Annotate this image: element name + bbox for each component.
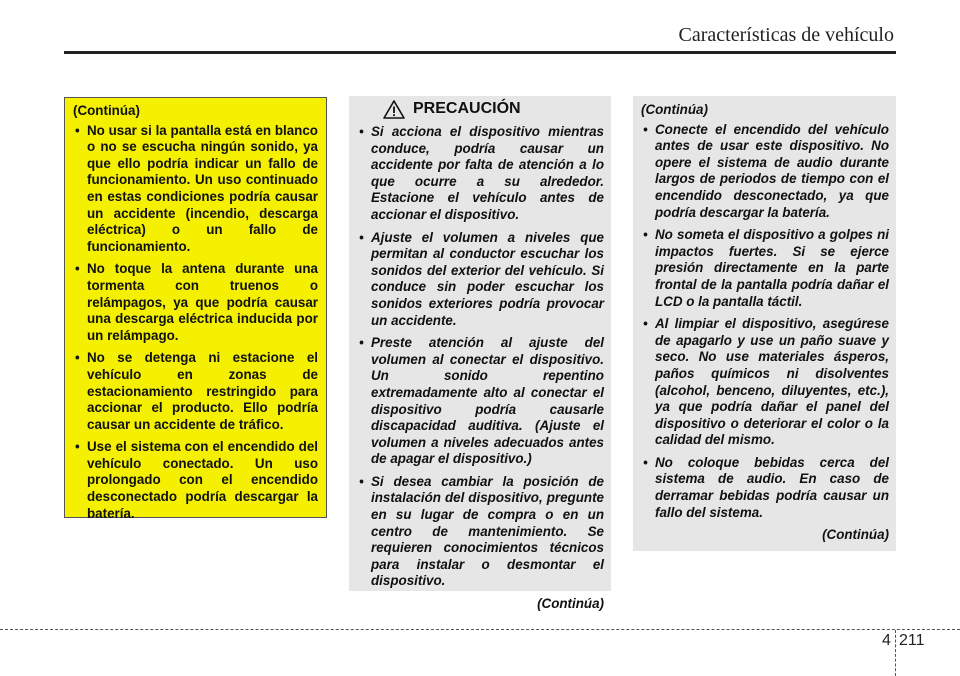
header-rule [64, 51, 896, 54]
page-separator [895, 630, 897, 676]
list-item: • Al limpiar el dispositivo, asegúrese de apagarlo y use un paño suave y seco. No use materiales ásperos, paños químicos ni disolventes (alcohol, benceno, diluyentes, etc.), ya que podría dañar el panel del dispositivo o deteriorar el color o la calidad del mismo. [641, 316, 889, 449]
continued-label: (Continúa) [641, 102, 708, 117]
page-number: 211 [899, 632, 925, 649]
precaution-list [357, 124, 604, 590]
list-item: • No coloque bebidas cerca del sistema de audio. En caso de derramar bebidas podría causar un fallo del sistema. [641, 455, 889, 521]
continued-label: (Continúa) [73, 103, 140, 118]
precaution-continued-list [641, 122, 889, 522]
continued-label: (Continúa) [822, 527, 889, 543]
list-item: • Si acciona el dispositivo mientras conduce, podría causar un accidente por falta de atención a lo que ocurre a su alrededor. Estacione el vehículo antes de accionar el dispositivo. [357, 124, 604, 224]
warning-triangle-icon [383, 100, 405, 119]
caution-continued-box [64, 97, 327, 521]
precaution-heading: PRECAUCIÓN [413, 100, 521, 118]
list-item: • No usar si la pantalla está en blanco o no se escucha ningún sonido, ya que ello podría indicar un fallo de funcionamiento. Un uso continuado en estas condiciones podría causar un accidente (incendio, descarga eléctrica) o un fallo de funcionamiento. [73, 123, 318, 256]
list-item: • No someta el dispositivo a golpes ni impactos fuertes. Si se ejerce presión directamente en la parte frontal de la pantalla podría dañar el LCD o la pantalla táctil. [641, 227, 889, 310]
list-item: • Ajuste el volumen a niveles que permitan al conductor escuchar los sonidos del exterior del vehículo. Si conduce sin poder escuchar los sonidos exteriores podría provocar un accidente. [357, 230, 604, 330]
precaution-continued-box [633, 96, 896, 551]
header-title: Características de vehículo [678, 24, 894, 46]
list-item: • No se detenga ni estacione el vehículo en zonas de estacionamiento restringido para accionar el producto. Ello podría causar un accidente de tráfico. [73, 350, 318, 433]
chapter-number: 4 [882, 632, 891, 649]
precaution-box [349, 96, 611, 612]
continued-label: (Continúa) [537, 596, 604, 612]
caution-list [73, 123, 318, 523]
list-item: • Conecte el encendido del vehículo antes de usar este dispositivo. No opere el sistema de audio durante largos de periodos de tiempo con el encendido desconectado, ya que podría descargar la batería. [641, 122, 889, 222]
list-item: • Si desea cambiar la posición de instalación del dispositivo, pregunte en su lugar de compra o en un centro de mantenimiento. Se requieren conocimientos técnicos para instalar o desmontar el dispositivo. [357, 474, 604, 590]
list-item: • No toque la antena durante una tormenta con truenos o relámpagos, ya que podría causar una descarga eléctrica inducida por un relámpago. [73, 261, 318, 344]
precaution-heading-row [383, 100, 604, 119]
list-item: • Preste atención al ajuste del volumen al conectar el dispositivo. Un sonido repentino extremadamente alto al conectar el dispositivo podría causarle discapacidad auditiva. (Ajuste el volumen a niveles adecuados antes de apagar el dispositivo.) [357, 335, 604, 468]
list-item: • Use el sistema con el encendido del vehículo conectado. Un uso prolongado con el encendido desconectado podría descargar la batería. [73, 439, 318, 522]
footer-rule [0, 629, 960, 630]
